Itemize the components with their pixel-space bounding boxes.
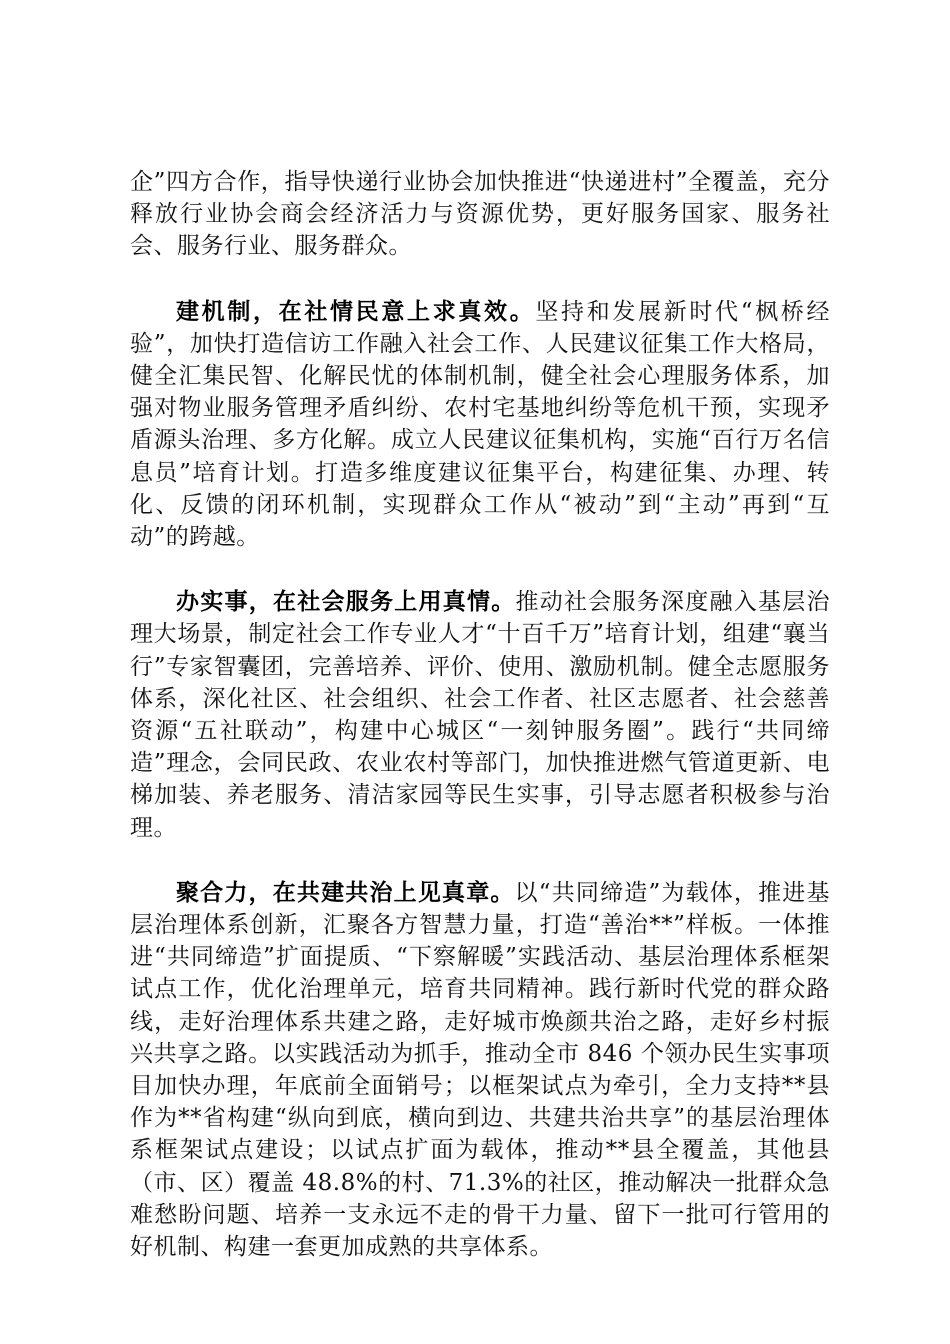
paragraph-continuation: [130, 166, 830, 263]
paragraph-heading: 建机制，在社情民意上求真效。: [176, 297, 536, 325]
paragraph-heading: 聚合力，在共建共治上见真章。: [176, 878, 515, 906]
paragraph-text: 推动社会服务深度融入基层治理大场景，制定社会工作专业人才“十百千万”培育计划，组建“襄当行”专家智囊团，完善培养、评价、使用、激励机制。健全志愿服务体系，深化社区、社会组织、社会工作者、社区志愿者、社会慈善资源“五社联动”，构建中心城区“一刻钟服务圈”。践行“共同缔造”理念，会同民政、农业农村等部门，加快推进燃气管道更新、电梯加装、养老服务、清洁家园等民生实事，引导志愿者积极参与治理。: [130, 589, 830, 841]
paragraph-heading: 办实事，在社会服务上用真情。: [176, 588, 516, 616]
paragraph-service: [130, 586, 830, 844]
paragraph-text: 坚持和发展新时代“枫桥经验”，加快打造信访工作融入社会工作、人民建议征集工作大格局，健全汇集民智、化解民忧的体制机制，健全社会心理服务体系，加强对物业服务管理矛盾纠纷、农村宅基地纠纷等危机干预，实现矛盾源头治理、多方化解。成立人民建议征集机构，实施“百行万名信息员”培育计划。打造多维度建议征集平台，构建征集、办理、转化、反馈的闭环机制，实现群众工作从“被动”到“主动”再到“互动”的跨越。: [130, 298, 830, 551]
paragraph-text: 企”四方合作，指导快递行业协会加快推进“快递进村”全覆盖，充分释放行业协会商会经济活力与资源优势，更好服务国家、服务社会、服务行业、服务群众。: [130, 169, 830, 260]
document-body: [130, 166, 830, 1263]
paragraph-text: 以“共同缔造”为载体，推进基层治理体系创新，汇聚各方智慧力量，打造“善治**”样板。一体推进“共同缔造”扩面提质、“下察解暖”实践活动、基层治理体系框架试点工作，优化治理单元，培育共同精神。践行新时代党的群众路线，走好治理体系共建之路，走好城市焕颜共治之路，走好乡村振兴共享之路。以实践活动为抓手，推动全市 846 个领办民生实事项目加快办理，年底前全面销号；以框架试点为牵引，全力支持**县作为**省构建“纵向到底，横向到边、共建共治共享”的基层治理体系框架试点建设；以试点扩面为载体，推动**县全覆盖，其他县（市、区）覆盖 48.8%的村、71.3%的社区，推动解决一批群众急难愁盼问题、培养一支永远不走的骨干力量、留下一批可行管用的好机制、构建一套更加成熟的共享体系。: [130, 879, 830, 1261]
paragraph-mechanism: [130, 296, 830, 554]
paragraph-cogovernance: [130, 877, 830, 1263]
